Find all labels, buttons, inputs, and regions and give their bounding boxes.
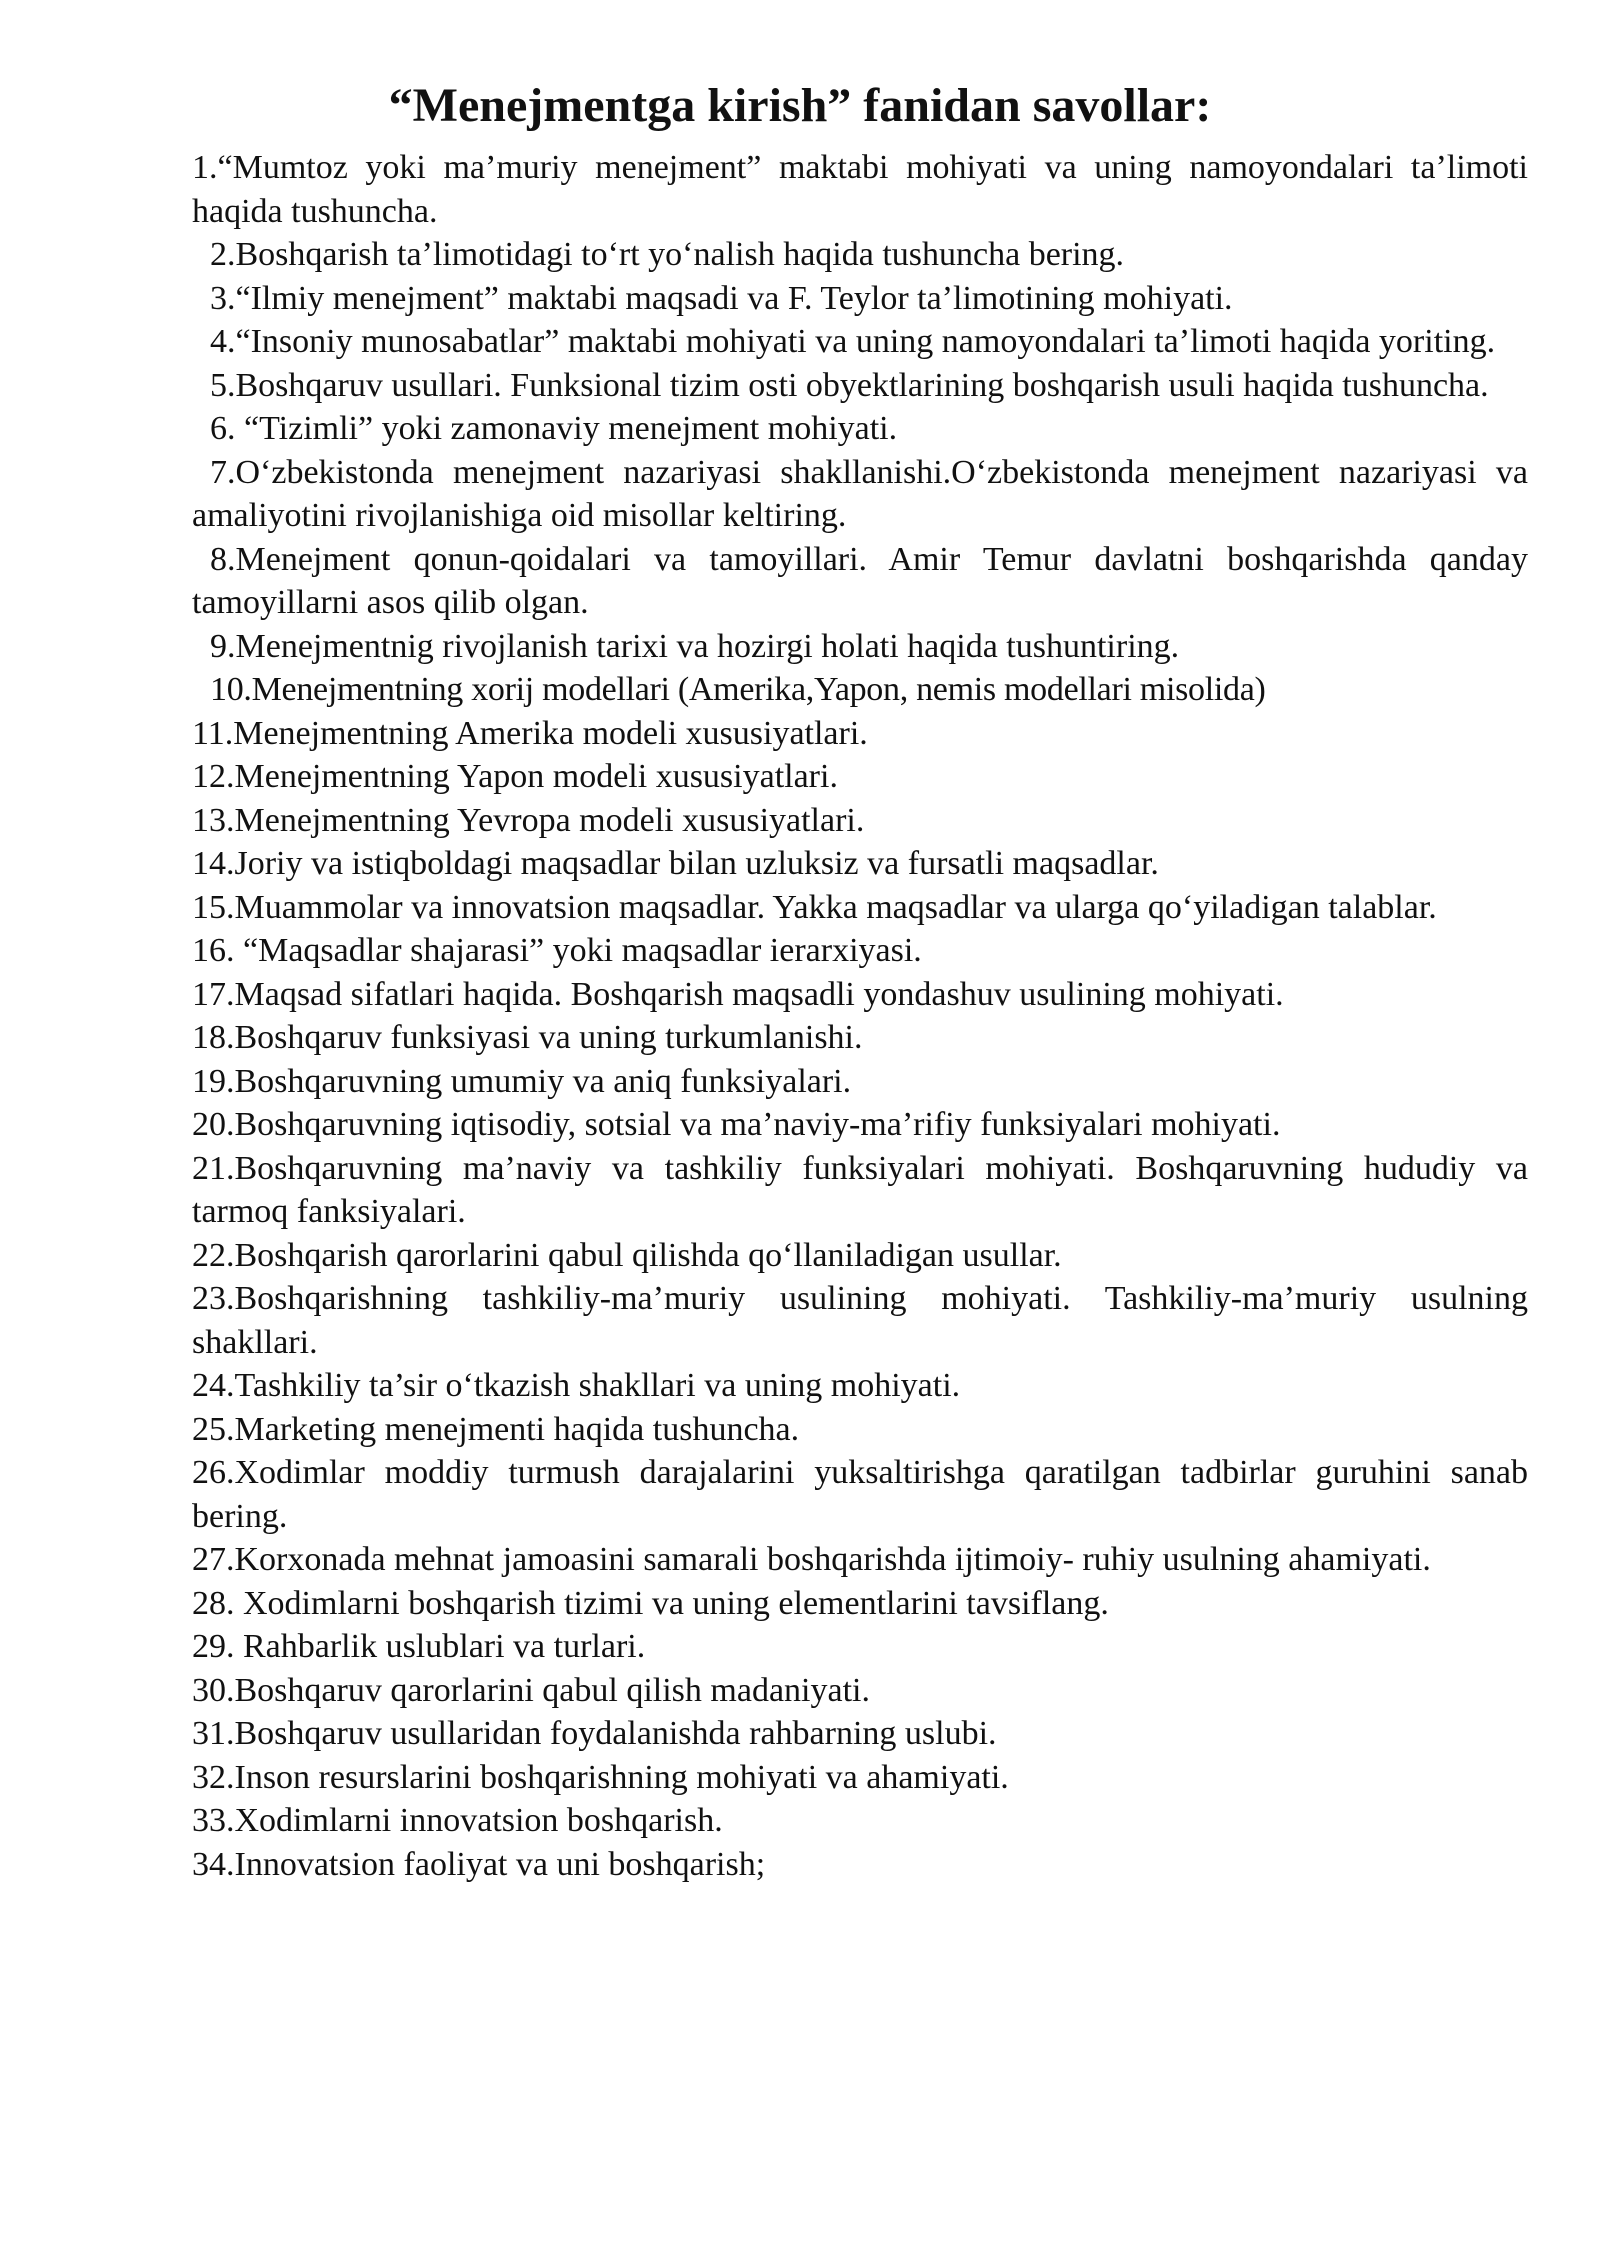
question-19: 19.Boshqaruvning umumiy va aniq funksiyalari.: [192, 1062, 852, 1100]
question-3: 3.“Ilmiy menejment” maktabi maqsadi va F. Teylor ta’limotining mohiyati.: [210, 279, 1233, 317]
question-26: 26.Xodimlar moddiy turmush darajalarini yuksaltirishga qaratilgan tadbirlar guruhini sanab bering.: [192, 1454, 1528, 1535]
question-18: 18.Boshqaruv funksiyasi va uning turkumlanishi.: [192, 1019, 863, 1056]
question-17: 17.Maqsad sifatlari haqida. Boshqarish maqsadli yondashuv usulining mohiyati.: [192, 975, 1284, 1013]
question-11: 11.Menejmentning Amerika modeli xususiyatlari.: [192, 714, 868, 752]
question-21: 21.Boshqaruvning ma’naviy va tashkiliy funksiyalari mohiyati. Boshqaruvning hududiy va tarmoq fanksiyalari.: [192, 1149, 1528, 1230]
question-25: 25.Marketing menejmenti haqida tushuncha.: [192, 1410, 800, 1448]
question-22: 22.Boshqarish qarorlarini qabul qilishda qo‘llaniladigan usullar.: [192, 1236, 1062, 1274]
question-15: 15.Muammolar va innovatsion maqsadlar. Yakka maqsadlar va ularga qo‘yiladigan talablar.: [192, 888, 1437, 926]
question-34: 34.Innovatsion faoliyat va uni boshqarish;: [192, 1845, 766, 1883]
question-7: 7.O‘zbekistonda menejment nazariyasi shakllanishi.O‘zbekistonda menejment nazariyasi va amaliyotini rivojlanishiga oid misollar keltiring.: [192, 453, 1528, 534]
question-30: 30.Boshqaruv qarorlarini qabul qilish madaniyati.: [192, 1671, 870, 1709]
question-29: 29. Rahbarlik uslublari va turlari.: [192, 1628, 646, 1665]
question-28: 28. Xodimlarni boshqarish tizimi va uning elementlarini tavsiflang.: [192, 1584, 1109, 1622]
question-list: [192, 146, 1528, 1886]
question-4: 4.“Insoniy munosabatlar” maktabi mohiyati va uning namoyondalari ta’limoti haqida yoriting.: [210, 323, 1496, 360]
question-16: 16. “Maqsadlar shajarasi” yoki maqsadlar ierarxiyasi.: [192, 932, 922, 969]
question-6: 6. “Tizimli” yoki zamonaviy menejment mohiyati.: [210, 410, 898, 447]
question-32: 32.Inson resurslarini boshqarishning mohiyati va ahamiyati.: [192, 1758, 1009, 1796]
question-2: 2.Boshqarish ta’limotidagi to‘rt yo‘nalish haqida tushuncha bering.: [210, 236, 1125, 273]
question-1: 1.“Mumtoz yoki ma’muriy menejment” maktabi mohiyati va uning namoyondalari ta’limoti haqida tushuncha.: [192, 149, 1528, 230]
question-5: 5.Boshqaruv usullari. Funksional tizim osti obyektlarining boshqarish usuli haqida tushuncha.: [210, 366, 1489, 404]
page-title: “Menejmentga kirish” fanidan savollar:: [388, 79, 1212, 132]
question-23: 23.Boshqarishning tashkiliy-ma’muriy usulining mohiyati. Tashkiliy-ma’muriy usulning shakllari.: [192, 1280, 1528, 1361]
question-20: 20.Boshqaruvning iqtisodiy, sotsial va ma’naviy-ma’rifiy funksiyalari mohiyati.: [192, 1106, 1281, 1143]
question-13: 13.Menejmentning Yevropa modeli xususiyatlari.: [192, 801, 865, 839]
question-14: 14.Joriy va istiqboldagi maqsadlar bilan uzluksiz va fursatli maqsadlar.: [192, 845, 1159, 882]
question-12: 12.Menejmentning Yapon modeli xususiyatlari.: [192, 758, 838, 795]
question-10: 10.Menejmentning xorij modellari (Amerika,Yapon, nemis modellari misolida): [210, 671, 1266, 708]
question-9: 9.Menejmentnig rivojlanish tarixi va hozirgi holati haqida tushuntiring.: [210, 627, 1180, 665]
question-27: 27.Korxonada mehnat jamoasini samarali boshqarishda ijtimoiy- ruhiy usulning ahamiyati.: [192, 1541, 1431, 1578]
question-31: 31.Boshqaruv usullaridan foydalanishda rahbarning uslubi.: [192, 1715, 997, 1752]
question-33: 33.Xodimlarni innovatsion boshqarish.: [192, 1802, 723, 1839]
question-8: 8.Menejment qonun-qoidalari va tamoyillari. Amir Temur davlatni boshqarishda qanday tamoyillarni asos qilib olgan.: [192, 540, 1528, 621]
question-24: 24.Tashkiliy ta’sir o‘tkazish shakllari va uning mohiyati.: [192, 1367, 961, 1404]
